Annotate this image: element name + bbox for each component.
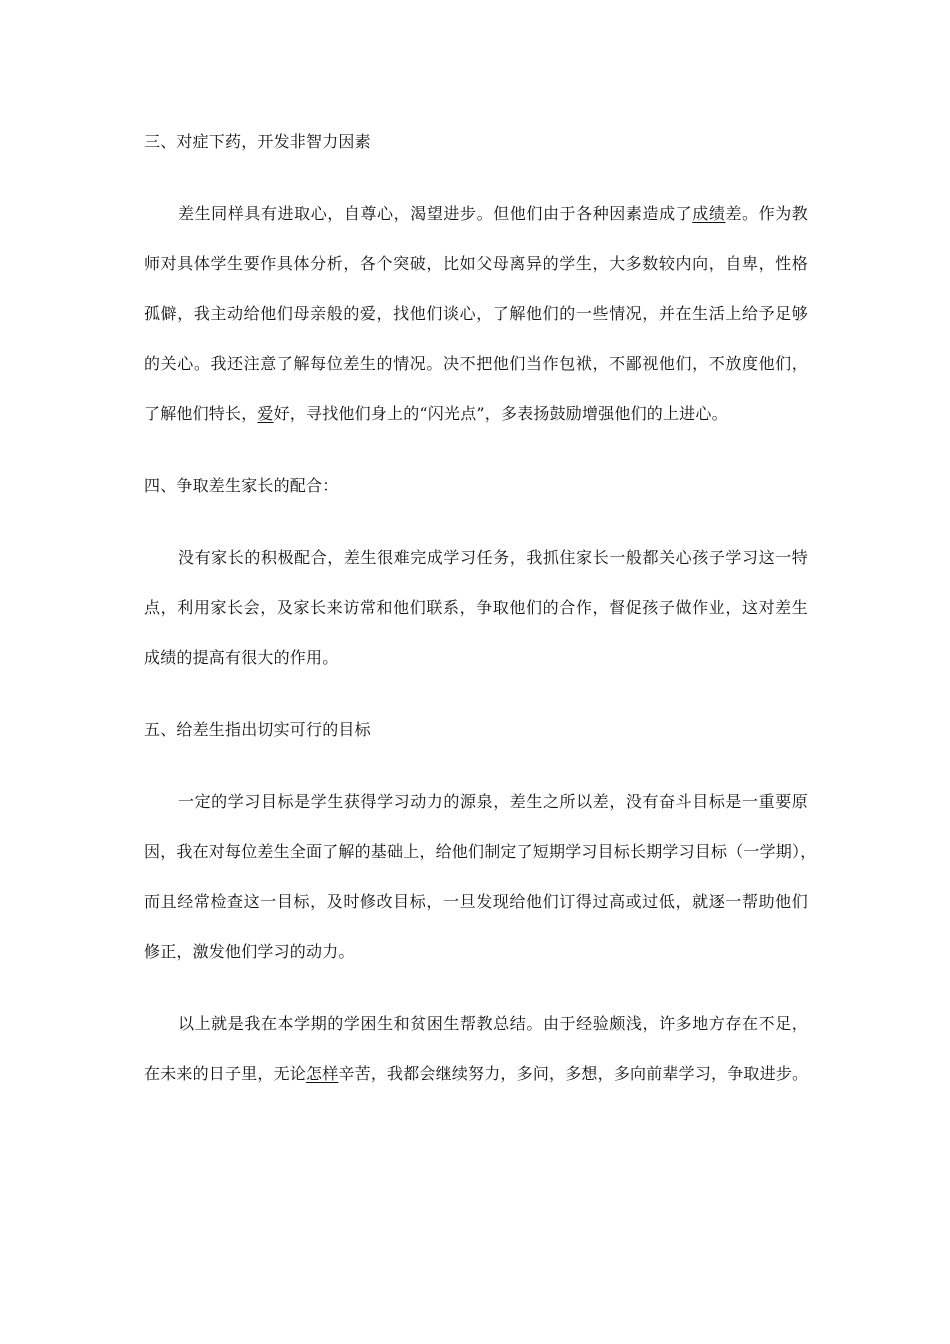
paragraph-line: 修正，激发他们学习的动力。 [144,942,355,961]
section-heading: 五、给差生指出切实可行的目标 [144,720,371,739]
underlined-text: 怎样 [306,1064,339,1083]
section-heading: 四、争取差生家长的配合： [144,476,339,495]
paragraph-line: 孤僻，我主动给他们母亲般的爱，找他们谈心，了解他们的一些情况，并在生活上给予足够 [144,304,808,323]
paragraph-line: 师对具体学生要作具体分析，各个突破，比如父母离异的学生，大多数较内向，自卑，性格 [144,254,808,273]
paragraph-line: 成绩的提高有很大的作用。 [144,648,339,667]
paragraph-line: 因，我在对每位差生全面了解的基础上，给他们制定了短期学习目标长期学习目标（一学期）， [144,842,817,861]
paragraph-line: 差生同样具有进取心，自尊心，渴望进步。但他们由于各种因素造成了成绩差。作为教 [178,204,808,223]
underlined-text: 成绩 [692,204,726,223]
underlined-text: 爱 [257,404,274,423]
paragraph-line: 在未来的日子里，无论怎样辛苦，我都会继续努力，多问，多想，多向前辈学习，争取进步。 [144,1064,809,1083]
section-heading: 三、对症下药，开发非智力因素 [144,132,371,151]
paragraph-line: 点，利用家长会，及家长来访常和他们联系，争取他们的合作，督促孩子做作业，这对差生 [144,598,808,617]
paragraph-line: 了解他们特长，爱好，寻找他们身上的“闪光点”，多表扬鼓励增强他们的上进心。 [144,404,728,423]
paragraph-line: 一定的学习目标是学生获得学习动力的源泉，差生之所以差，没有奋斗目标是一重要原 [178,792,808,811]
paragraph-line: 而且经常检查这一目标，及时修改目标，一旦发现给他们订得过高或过低，就逐一帮助他们 [144,892,808,911]
paragraph-line: 以上就是我在本学期的学困生和贫困生帮教总结。由于经验颇浅，许多地方存在不足， [178,1014,808,1033]
paragraph-line: 的关心。我还注意了解每位差生的情况。决不把他们当作包袱，不鄙视他们，不放度他们， [144,354,808,373]
paragraph-line: 没有家长的积极配合，差生很难完成学习任务，我抓住家长一般都关心孩子学习这一特 [178,548,808,567]
